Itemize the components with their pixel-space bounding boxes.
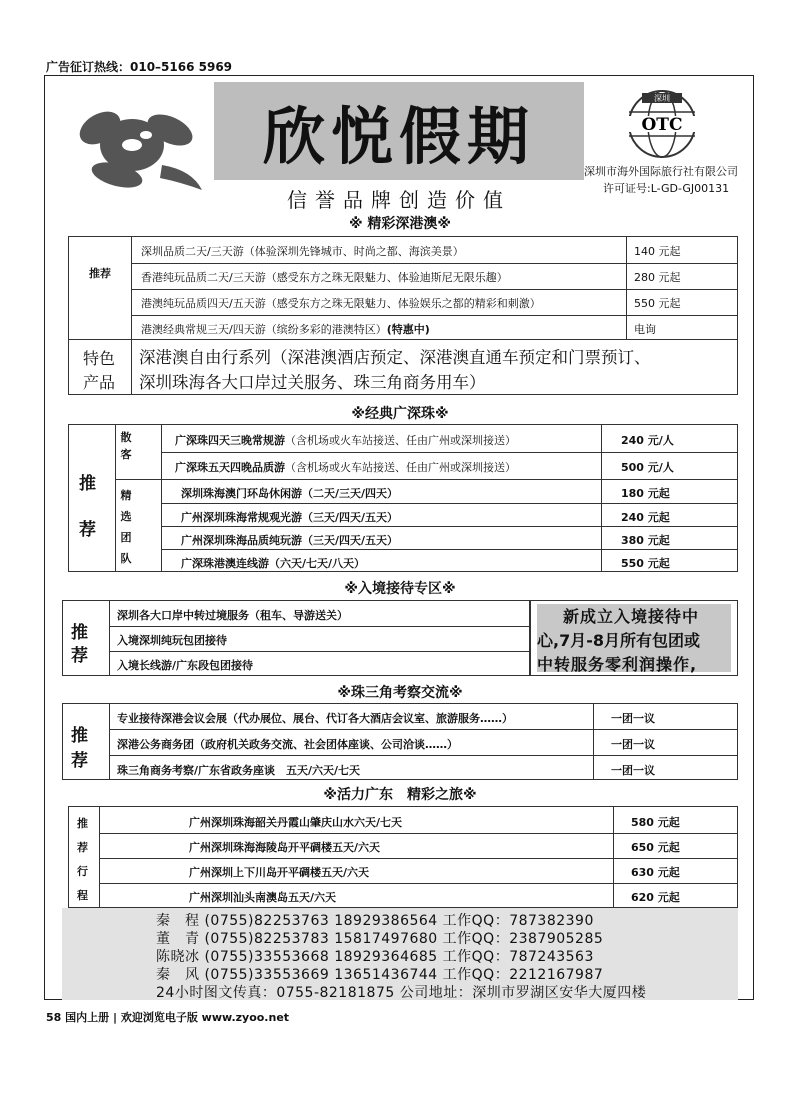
contact-phone: (0755)82253763 bbox=[204, 913, 330, 929]
contact-name: 董 青 bbox=[156, 931, 200, 947]
price: 一团一议 bbox=[611, 764, 655, 777]
contact-row bbox=[156, 964, 603, 984]
special-label: 产品 bbox=[83, 373, 116, 392]
recommend-label: 荐 bbox=[79, 520, 96, 540]
list-item: 深圳各大口岸中转过境服务（租车、导游送关） bbox=[117, 609, 348, 622]
special-products bbox=[68, 340, 738, 395]
list-item: 香港纯玩品质二天/三天游（感受东方之珠无限魅力、体验迪斯尼无限乐趣） bbox=[141, 271, 508, 284]
footer-text: 国内上册 | 欢迎浏览电子版 www.zyoo.net bbox=[65, 1011, 290, 1024]
list-item: 港澳经典常规三天/四天游（缤纷多彩的港澳特区）(特惠中) bbox=[141, 323, 430, 336]
side-label: 程 bbox=[77, 889, 88, 902]
page-number: 58 bbox=[46, 1011, 62, 1024]
inbound-note-line: 中转服务零利润操作, bbox=[537, 655, 698, 674]
slogan: 信誉品牌创造价值 bbox=[287, 188, 511, 212]
ad-hotline: 广告征订热线：010–5166 5969 bbox=[46, 60, 233, 74]
inbound-note-line: 新成立入境接待中 bbox=[563, 607, 700, 626]
flower-logo-icon bbox=[62, 90, 212, 200]
price: 380 元起 bbox=[621, 534, 670, 547]
list-item: 珠三角商务考察/广东省政务座谈 五天/六天/七天 bbox=[117, 764, 361, 777]
special-text: 深圳珠海各大口岸过关服务、珠三角商务用车） bbox=[139, 373, 486, 392]
category-label: 精选团队 bbox=[120, 489, 132, 565]
category-label: 散客 bbox=[120, 431, 132, 461]
price: 一团一议 bbox=[611, 712, 655, 725]
contact-qq: 工作QQ：787243563 bbox=[442, 949, 594, 965]
price: 550 元起 bbox=[621, 557, 670, 570]
list-item: 深圳珠海澳门环岛休闲游（二天/三天/四天） bbox=[181, 487, 399, 500]
contact-row bbox=[156, 910, 594, 930]
recommend-label: 推 bbox=[71, 623, 88, 643]
side-label: 推 bbox=[77, 817, 88, 830]
price: 620 元起 bbox=[631, 891, 680, 904]
price: 180 元起 bbox=[621, 487, 670, 500]
list-item: 深圳品质二天/三天游（体验深圳先锋城市、时尚之都、海滨美景） bbox=[141, 245, 464, 258]
list-item: 广州深圳珠海海陵岛开平碉楼五天/六天 bbox=[189, 841, 381, 854]
section5-table bbox=[68, 806, 738, 908]
section1-table bbox=[68, 236, 738, 340]
price: 650 元起 bbox=[631, 841, 680, 854]
price: 550 元起 bbox=[634, 297, 681, 310]
side-label: 行 bbox=[77, 865, 88, 878]
brand-title: 欣悦假期 bbox=[262, 99, 535, 173]
contact-row bbox=[156, 928, 603, 948]
list-item: 入境长线游/广东段包团接待 bbox=[117, 659, 254, 672]
contact-mobile: 18929364685 bbox=[334, 949, 438, 965]
section-title-guangdong: ※活力广东 精彩之旅※ bbox=[323, 787, 477, 803]
list-item: 广州深圳珠海品质纯玩游（三天/四天/五天） bbox=[181, 534, 399, 547]
company-name: 深圳市海外国际旅行社有限公司 bbox=[584, 165, 738, 178]
discount-tag: (特惠中) bbox=[386, 323, 430, 336]
contact-name: 秦 风 bbox=[156, 967, 200, 983]
recommend-label: 推荐 bbox=[89, 267, 111, 280]
list-item: 广深珠四天三晚常规游（含机场或火车站接送、任由广州或深圳接送） bbox=[175, 434, 516, 447]
fax: 24小时图文传真：0755-82181875 bbox=[156, 985, 395, 1001]
section-title-prd-exchange: ※珠三角考察交流※ bbox=[337, 685, 463, 701]
list-item: 港澳纯玩品质四天/五天游（感受东方之珠无限魅力、体验娱乐之都的精彩和刺激） bbox=[141, 297, 541, 310]
price: 240 元/人 bbox=[621, 434, 674, 447]
price: 580 元起 bbox=[631, 816, 680, 829]
contact-phone: (0755)33553669 bbox=[204, 967, 330, 983]
contact-phone: (0755)82253783 bbox=[204, 931, 330, 947]
otc-globe-logo-icon bbox=[612, 88, 712, 160]
special-label: 特色 bbox=[83, 349, 116, 368]
list-item: 广州深圳珠海韶关丹霞山肇庆山水六天/七天 bbox=[189, 816, 403, 829]
recommend-label: 推 bbox=[71, 726, 88, 746]
section4-table bbox=[62, 703, 738, 780]
list-item: 深港公务商务团（政府机关政务交流、社会团体座谈、公司洽谈……） bbox=[117, 738, 458, 751]
section2-table bbox=[68, 424, 738, 572]
contact-name: 秦 程 bbox=[156, 913, 200, 929]
otc-text: OTC bbox=[641, 115, 683, 135]
list-item: 广深珠五天四晚品质游（含机场或火车站接送、任由广州或深圳接送） bbox=[175, 461, 516, 474]
inbound-note-line: 心,7月-8月所有包团或 bbox=[537, 631, 700, 650]
section-title-shenzhen-hk-macau: ※ 精彩深港澳※ bbox=[348, 216, 452, 232]
recommend-label: 荐 bbox=[71, 646, 88, 666]
list-item: 入境深圳纯玩包团接待 bbox=[117, 634, 227, 647]
fax-address-row bbox=[156, 982, 646, 1002]
recommend-label: 推 bbox=[79, 474, 96, 494]
side-label: 荐 bbox=[77, 841, 88, 854]
price: 电询 bbox=[634, 323, 656, 336]
price: 240 元起 bbox=[621, 511, 670, 524]
contact-name: 陈晓冰 bbox=[156, 949, 200, 965]
price: 500 元/人 bbox=[621, 461, 674, 474]
contact-row bbox=[156, 946, 594, 966]
price: 280 元起 bbox=[634, 271, 681, 284]
list-item: 广州深圳汕头南澳岛五天/六天 bbox=[189, 891, 337, 904]
price: 630 元起 bbox=[631, 866, 680, 879]
address: 公司地址：深圳市罗湖区安华大厦四楼 bbox=[399, 985, 647, 1001]
price: 140 元起 bbox=[634, 245, 681, 258]
special-text: 深港澳自由行系列（深港澳酒店预定、深港澳直通车预定和门票预订、 bbox=[139, 348, 651, 367]
section-title-gz-sz-zh: ※经典广深珠※ bbox=[351, 406, 449, 422]
otc-small-text: 深圳 bbox=[654, 94, 670, 103]
contact-phone: (0755)33553668 bbox=[204, 949, 330, 965]
contact-qq: 工作QQ：2212167987 bbox=[442, 967, 604, 983]
contact-mobile: 18929386564 bbox=[334, 913, 438, 929]
license-number: 许可证号:L-GD-GJ00131 bbox=[603, 182, 730, 195]
section3-table bbox=[62, 600, 530, 676]
contact-qq: 工作QQ：2387905285 bbox=[442, 931, 604, 947]
contact-mobile: 13651436744 bbox=[334, 967, 438, 983]
inbound-note bbox=[530, 600, 738, 676]
list-item: 广深珠港澳连线游（六天/七天/八天） bbox=[181, 557, 366, 570]
contact-qq: 工作QQ：787382390 bbox=[442, 913, 594, 929]
list-item: 广州深圳上下川岛开平碉楼五天/六天 bbox=[189, 866, 370, 879]
list-item: 广州深圳珠海常规观光游（三天/四天/五天） bbox=[181, 511, 399, 524]
contact-mobile: 15817497680 bbox=[334, 931, 438, 947]
recommend-label: 荐 bbox=[71, 751, 88, 771]
list-item: 专业接待深港会议会展（代办展位、展台、代订各大酒店会议室、旅游服务……） bbox=[117, 712, 513, 725]
section-title-inbound: ※入境接待专区※ bbox=[344, 581, 456, 597]
price: 一团一议 bbox=[611, 738, 655, 751]
page-footer bbox=[46, 1009, 289, 1025]
